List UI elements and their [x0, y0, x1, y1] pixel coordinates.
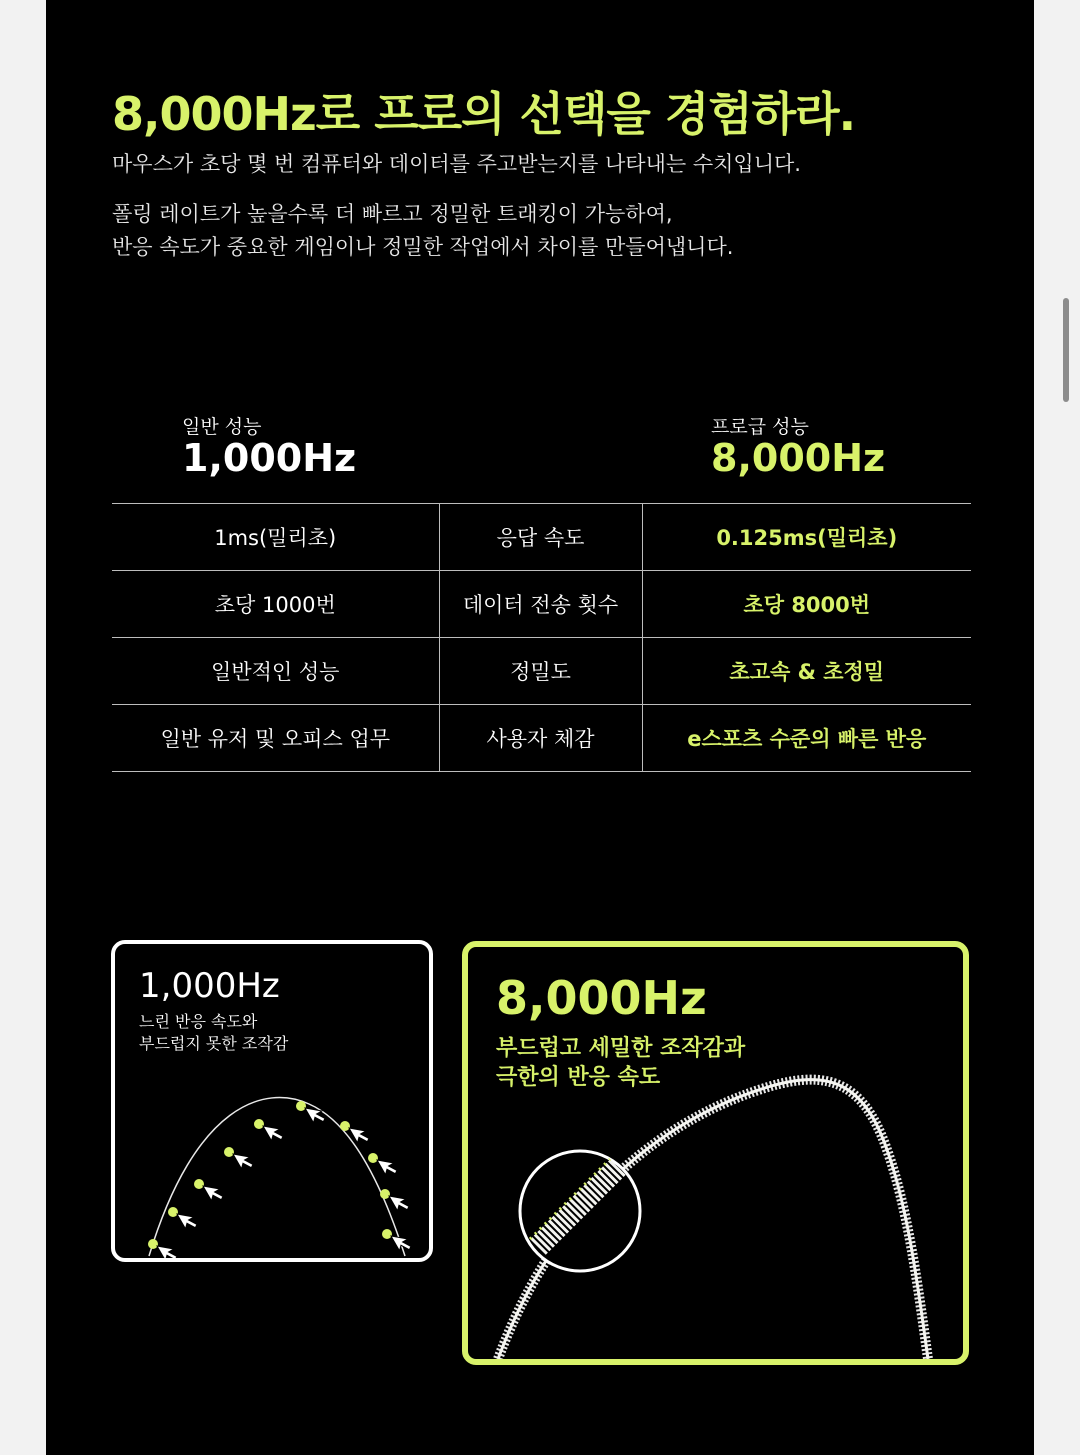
card-subtitle: 부드럽고 세밀한 조작감과: [496, 1036, 746, 1061]
product-detail-page: [46, 0, 1034, 1455]
standard-cell: 1ms(밀리초): [112, 504, 439, 571]
tracking-dot-icon: [254, 1119, 264, 1129]
card-subtitle: 느린 반응 속도와: [139, 1012, 258, 1031]
card-title: 1,000Hz: [139, 966, 280, 1006]
table-row: [112, 504, 971, 571]
tracking-dot-icon: [194, 1179, 204, 1189]
card-subtitle: 부드럽지 못한 조작감: [139, 1034, 289, 1053]
pro-performance-value: 8,000Hz: [711, 436, 886, 480]
metric-cell: 사용자 체감: [439, 705, 642, 772]
description-line: 마우스가 초당 몇 번 컴퓨터와 데이터를 주고받는지를 나타내는 수치입니다.: [112, 152, 801, 176]
tracking-curve: [149, 1098, 405, 1256]
tracking-dot-icon: [382, 1229, 392, 1239]
cursor-arrow-icon: [233, 1148, 255, 1173]
pro-performance-label: 프로급 성능: [711, 416, 809, 438]
cursor-arrow-icon: [263, 1120, 285, 1145]
table-row: [112, 571, 971, 638]
page-headline: 8,000Hz로 프로의 선택을 경험하라.: [112, 87, 856, 141]
tracking-dot-icon: [224, 1147, 234, 1157]
pro-cell: 0.125ms(밀리초): [642, 504, 971, 571]
cursor-arrow-icon: [203, 1180, 225, 1205]
tracking-dot-icon: [148, 1239, 158, 1249]
tracking-dot-icon: [368, 1153, 378, 1163]
metric-cell: 응답 속도: [439, 504, 642, 571]
vertical-scrollbar[interactable]: [1063, 298, 1069, 402]
standard-performance-value: 1,000Hz: [182, 436, 357, 480]
comparison-table: [112, 503, 971, 772]
card-title: 8,000Hz: [496, 971, 707, 1025]
sparse-markers-group: [148, 1101, 413, 1258]
cursor-arrow-icon: [389, 1190, 411, 1215]
tracking-dot-icon: [380, 1189, 390, 1199]
pro-cell: 초고속 & 초정밀: [642, 638, 971, 705]
pro-cell: e스포츠 수준의 빠른 반응: [642, 705, 971, 772]
standard-cell: 일반적인 성능: [112, 638, 439, 705]
metric-cell: 정밀도: [439, 638, 642, 705]
cursor-arrow-icon: [157, 1240, 179, 1259]
cursor-arrow-icon: [391, 1230, 413, 1255]
description-line: 반응 속도가 중요한 게임이나 정밀한 작업에서 차이를 만들어냅니다.: [112, 235, 734, 259]
table-row: [112, 705, 971, 772]
standard-performance-label: 일반 성능: [182, 416, 262, 438]
cursor-arrow-icon: [177, 1208, 199, 1233]
pro-cell: 초당 8000번: [642, 571, 971, 638]
standard-polling-card: [111, 940, 433, 1262]
metric-cell: 데이터 전송 횟수: [439, 571, 642, 638]
cursor-arrow-icon: [377, 1154, 399, 1179]
description-line: 폴링 레이트가 높을수록 더 빠르고 정밀한 트래킹이 가능하여,: [112, 202, 673, 226]
standard-cell: 초당 1000번: [112, 571, 439, 638]
tracking-dot-icon: [168, 1207, 178, 1217]
card-subtitle: 극한의 반응 속도: [496, 1065, 661, 1090]
cursor-arrow-icon: [305, 1102, 327, 1127]
tracking-dot-icon: [340, 1121, 350, 1131]
pro-polling-card: [462, 941, 969, 1365]
standard-cell: 일반 유저 및 오피스 업무: [112, 705, 439, 772]
table-row: [112, 638, 971, 705]
tracking-dot-icon: [296, 1101, 306, 1111]
